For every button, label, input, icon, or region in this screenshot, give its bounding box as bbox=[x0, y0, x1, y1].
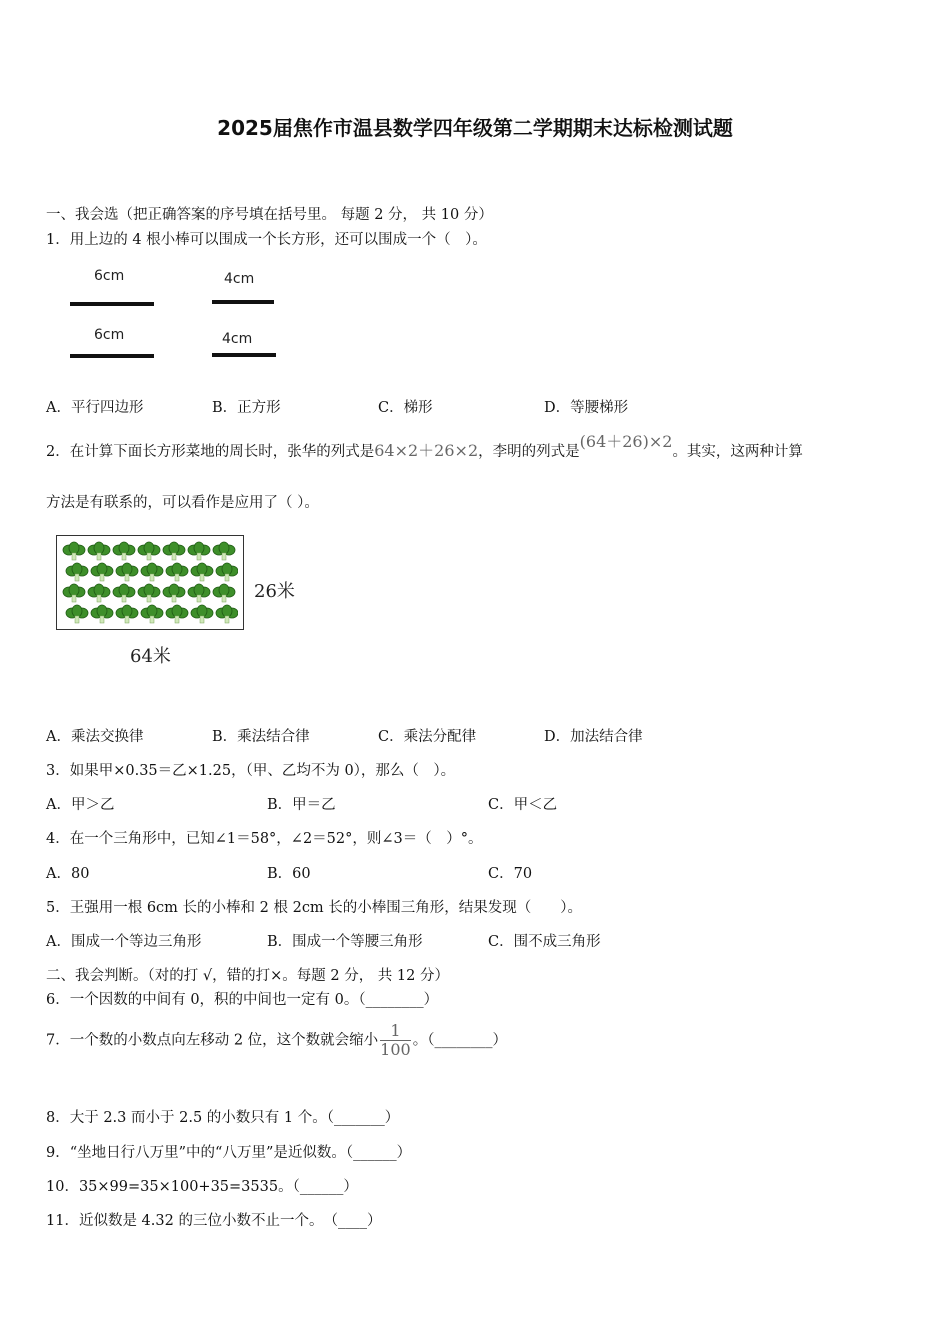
vegetable-icon bbox=[163, 542, 185, 560]
stick-label-3: 4cm bbox=[224, 271, 255, 287]
vegetable-icon bbox=[213, 542, 235, 560]
vegetable-icon bbox=[138, 584, 160, 602]
vegetable-icon bbox=[91, 605, 113, 623]
stick-label-2: 6cm bbox=[94, 327, 125, 343]
fraction-numerator: 1 bbox=[390, 1021, 401, 1040]
question-3: 3．如果甲×0.35＝乙×1.25，（甲、乙均不为 0），那么（ ）。 bbox=[46, 763, 456, 779]
vegetable-icon bbox=[166, 563, 188, 581]
question-7[interactable] bbox=[46, 1022, 507, 1059]
option-a[interactable]: A．甲＞乙 bbox=[46, 797, 115, 813]
vegetable-icon bbox=[216, 563, 238, 581]
vegetable-icon bbox=[66, 605, 88, 623]
stick-4 bbox=[212, 353, 276, 357]
option-b[interactable]: B．60 bbox=[267, 866, 311, 882]
stick-label-1: 6cm bbox=[94, 268, 125, 284]
vegetable-icon bbox=[63, 584, 85, 602]
option-b[interactable]: B．正方形 bbox=[212, 400, 281, 416]
vegetable-icon bbox=[91, 563, 113, 581]
question-8[interactable]: 8．大于 2.3 而小于 2.5 的小数只有 1 个。（_______） bbox=[46, 1110, 400, 1126]
vegetable-icon bbox=[191, 605, 213, 623]
question-2-text-b: ，李明的列式是 bbox=[478, 444, 580, 460]
vegetable-field-figure bbox=[56, 535, 244, 630]
vegetable-icon bbox=[113, 584, 135, 602]
vegetable-icon bbox=[188, 542, 210, 560]
question-3-options bbox=[46, 793, 557, 814]
vegetable-icon bbox=[163, 584, 185, 602]
page-title: 2025届焦作市温县数学四年级第二学期期末达标检测试题 bbox=[217, 116, 733, 140]
section-1-heading: 一、我会选（把正确答案的序号填在括号里。 每题 2 分， 共 10 分） bbox=[46, 207, 493, 223]
fraction-one-hundredth bbox=[380, 1022, 411, 1059]
stick-1 bbox=[70, 302, 154, 306]
question-6[interactable]: 6．一个因数的中间有 0，积的中间也一定有 0。（________） bbox=[46, 992, 439, 1008]
question-2-options bbox=[46, 725, 643, 746]
option-b[interactable]: B．甲＝乙 bbox=[267, 797, 336, 813]
stick-label-4: 4cm bbox=[222, 331, 253, 347]
question-1: 1．用上边的 4 根小棒可以围成一个长方形，还可以围成一个（ ）。 bbox=[46, 232, 487, 248]
vegetable-icon bbox=[213, 584, 235, 602]
question-2-text-c: 。其实，这两种计算 bbox=[672, 444, 803, 460]
expression-li: (64＋26)×2 bbox=[579, 432, 673, 451]
vegetable-icon bbox=[138, 542, 160, 560]
vegetable-icon bbox=[88, 584, 110, 602]
question-2-text-a: 2．在计算下面长方形菜地的周长时，张华的列式是 bbox=[46, 444, 375, 460]
question-11[interactable]: 11．近似数是 4.32 的三位小数不止一个。 （____） bbox=[46, 1213, 382, 1229]
option-a[interactable]: A．80 bbox=[46, 866, 90, 882]
vegetable-icon bbox=[116, 605, 138, 623]
vegetable-icon bbox=[188, 584, 210, 602]
question-5-options bbox=[46, 930, 601, 951]
option-b[interactable]: B．乘法结合律 bbox=[212, 729, 310, 745]
vegetable-icon bbox=[63, 542, 85, 560]
vegetable-icon bbox=[141, 563, 163, 581]
field-width-label: 64米 bbox=[130, 646, 171, 667]
vegetable-icon bbox=[191, 563, 213, 581]
vegetable-icon bbox=[88, 542, 110, 560]
option-d[interactable]: D．等腰梯形 bbox=[544, 400, 629, 416]
option-a[interactable]: A．平行四边形 bbox=[46, 400, 144, 416]
question-10[interactable]: 10．35×99=35×100+35=3535。（______） bbox=[46, 1179, 358, 1195]
option-c[interactable]: C．乘法分配律 bbox=[378, 729, 477, 745]
section-2-heading: 二、我会判断。（对的打 √，错的打×。每题 2 分， 共 12 分） bbox=[46, 968, 449, 984]
fraction-denominator: 100 bbox=[380, 1040, 411, 1059]
option-a[interactable]: A．乘法交换律 bbox=[46, 729, 144, 745]
vegetable-grid bbox=[62, 541, 238, 625]
question-4: 4．在一个三角形中，已知∠1＝58°，∠2＝52°，则∠3＝（ ）°。 bbox=[46, 831, 483, 847]
question-9[interactable]: 9．“坐地日行八万里”中的“八万里”是近似数。（______） bbox=[46, 1145, 412, 1161]
stick-2 bbox=[70, 354, 154, 358]
option-c[interactable]: C．梯形 bbox=[378, 400, 433, 416]
vegetable-icon bbox=[141, 605, 163, 623]
question-5: 5．王强用一根 6cm 长的小棒和 2 根 2cm 长的小棒围三角形，结果发现（ ）。 bbox=[46, 900, 583, 916]
option-d[interactable]: D．加法结合律 bbox=[544, 729, 643, 745]
expression-zhang: 64×2＋26×2 bbox=[374, 441, 479, 460]
vegetable-icon bbox=[216, 605, 238, 623]
option-a[interactable]: A．围成一个等边三角形 bbox=[46, 934, 202, 950]
vegetable-icon bbox=[66, 563, 88, 581]
field-height-label: 26米 bbox=[254, 581, 295, 602]
option-c[interactable]: C．甲＜乙 bbox=[488, 797, 558, 813]
vegetable-icon bbox=[113, 542, 135, 560]
question-7-text-a: 7．一个数的小数点向左移动 2 位，这个数就会缩小 bbox=[46, 1032, 379, 1049]
option-b[interactable]: B．围成一个等腰三角形 bbox=[267, 934, 423, 950]
question-2-line-1 bbox=[46, 432, 803, 461]
option-c[interactable]: C．70 bbox=[488, 866, 533, 882]
vegetable-icon bbox=[116, 563, 138, 581]
question-4-options bbox=[46, 862, 532, 883]
question-2-line-2: 方法是有联系的，可以看作是应用了（ ）。 bbox=[46, 495, 319, 511]
stick-3 bbox=[212, 300, 274, 304]
vegetable-icon bbox=[166, 605, 188, 623]
question-7-text-b: 。（________） bbox=[412, 1032, 507, 1049]
option-c[interactable]: C．围不成三角形 bbox=[488, 934, 601, 950]
question-1-options bbox=[46, 396, 628, 417]
